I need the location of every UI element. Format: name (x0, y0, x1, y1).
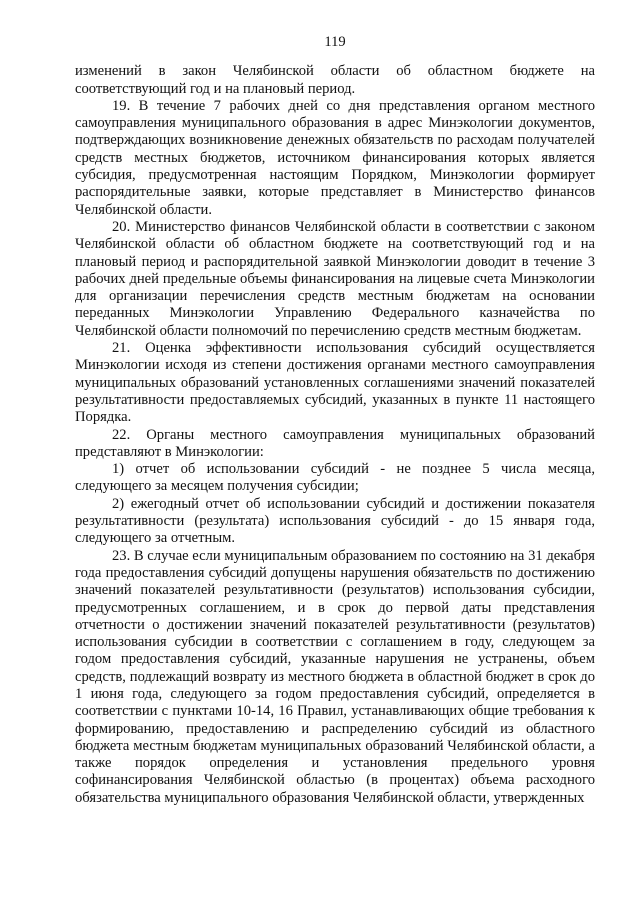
paragraph-continuation: изменений в закон Челябинской области об областном бюджете на соответствующий год и на плановый период. (75, 63, 595, 97)
paragraph-item-21: 21. Оценка эффективности использования субсидий осуществляется Минэкологии исходя из степени достижения органами местного самоуправления муниципальных образований установленных соглашениями значений показателей результативности предоставляемых субсидий, указанных в пункте 11 настоящего Порядка. (75, 340, 595, 426)
page-number: 119 (324, 34, 346, 50)
paragraph-item-20: 20. Министерство финансов Челябинской области в соответствии с законом Челябинской области об областном бюджете на соответствующий год и на плановый период и распорядительной заявкой Минэкологии доводит в течение 3 рабочих дней предельные объемы финансирования на лицевые счета Минэкологии для организации перечисления средств местным бюджетам на основании переданных Минэкологии Управлению Федерального казначейства по Челябинской области полномочий по перечислению средств местным бюджетам. (75, 218, 595, 339)
paragraph-item-22: 22. Органы местного самоуправления муниципальных образований представляют в Минэкологии: (75, 426, 595, 460)
document-page (75, 34, 595, 807)
paragraph-subitem-1: 1) отчет об использовании субсидий - не позднее 5 числа месяца, следующего за месяцем получения субсидии; (75, 461, 595, 495)
paragraph-item-19: 19. В течение 7 рабочих дней со дня представления органом местного самоуправления муниципального образования в адрес Минэкологии документов, подтверждающих возникновение денежных обязательств по расходам получателей средств местных бюджетов, источником финансирования которых является субсидия, предусмотренная настоящим Порядком, Минэкологии формирует распорядительные заявки, которые представляет в Министерство финансов Челябинской области. (75, 97, 595, 218)
paragraph-subitem-2: 2) ежегодный отчет об использовании субсидий и достижении показателя результативности (результата) использования субсидий - до 15 января года, следующего за отчетным. (75, 495, 595, 547)
paragraph-item-23: 23. В случае если муниципальным образованием по состоянию на 31 декабря года предоставления субсидий допущены нарушения обязательств по достижению значений показателей результативности (результатов) использования субсидии, предусмотренных соглашением, и в срок до первой даты представления отчетности о достижении значений показателей результативности (результатов) использования субсидии в соответствии с соглашением в году, следующем за годом предоставления субсидий, указанные нарушения не устранены, объем средств, подлежащий возврату из местного бюджета в областной бюджет в срок до 1 июня года, следующего за годом предоставления субсидий, определяется в соответствии с пунктами 10-14, 16 Правил, устанавливающих общие требования к формированию, предоставлению и распределению субсидий из областного бюджета местным бюджетам муниципальных образований Челябинской области, а также порядок определения и установления предельного уровня софинансирования Челябинской областью (в процентах) объема расходного обязательства муниципального образования Челябинской области, утвержденных (75, 547, 595, 806)
